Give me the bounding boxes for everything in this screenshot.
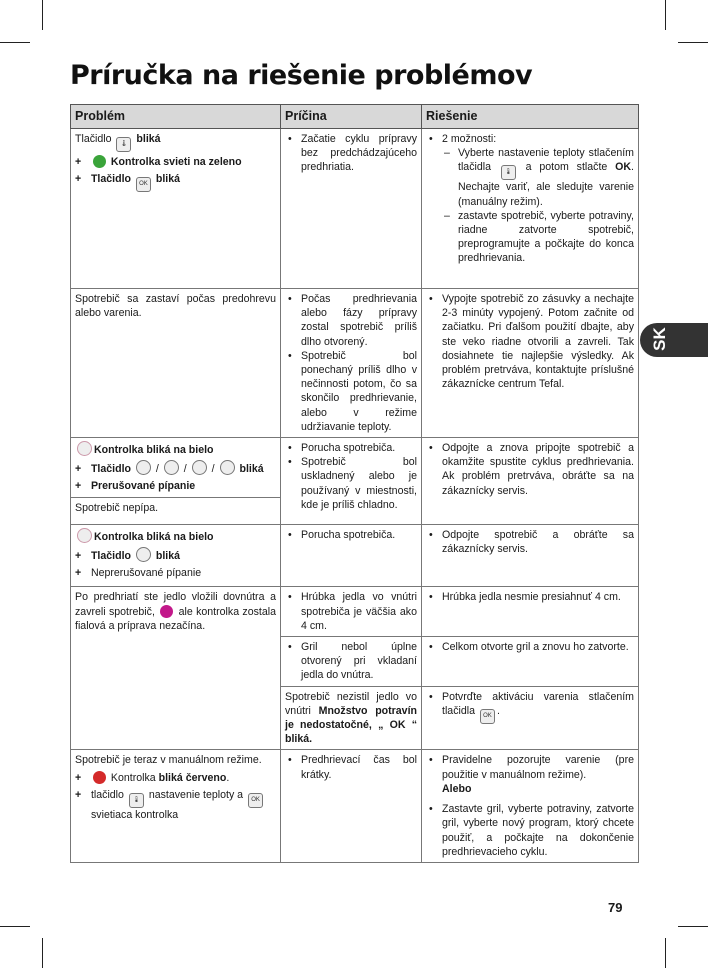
solution-cell [422,637,639,687]
cause-item: • Spotrebič bol uskladnený alebo je používaný v miestnosti, kde je príliš chladno. [285,455,417,512]
crop-mark [678,926,708,927]
language-tab [640,323,708,357]
program-icon [192,460,207,475]
solution-cell: • 2 možnosti: – Vyberte nastavenie teploty stlačením tlačidla 🌡 a potom stlačte OK. Nechajte variť, ale sledujte varenie (manuálny režim). – zastavte spotrebič, vyberte potraviny, riadne zatvorte spotrebič, preprogramujte a počkajte do konca predhrievania. [422,129,639,289]
cause-item: • Počas predhrievania alebo fázy prípravy zostal spotrebič príliš dlho otvorený. [285,292,417,349]
solution-item: • Pravidelne pozorujte varenie (pre použitie v manuálnom režime). Alebo [426,753,634,796]
solution-item: • Potvrďte aktiváciu varenia stlačením tlačidla OK . [426,690,634,724]
solution-option: – zastavte spotrebič, vyberte potraviny, riadne zatvorte spotrebič, preprogramujte a počkajte do konca predhrievania. [442,209,634,266]
solution-cell [422,587,639,637]
cause-cell [281,438,422,525]
table-header-row [71,105,639,129]
solution-cell [422,686,639,750]
problem-cell: Tlačidlo 🌡 bliká + Kontrolka svieti na zeleno + Tlačidlo OK bliká [71,129,281,289]
solution-item: • Vypojte spotrebič zo zásuvky a nechajte 2-3 minúty vypojený. Potom začnite od začiatku. Pri ďalšom použití dbajte, aby ste veko riadne otvorili a zavreli. Tak dosiahnete tie najlepšie výsledky. Ak problém pretrváva, kontaktujte príslušné zákaznícke centrum Tefal. [426,292,634,391]
solution-item: • Celkom otvorte gril a znovu ho zatvorte. [426,640,634,654]
crop-mark [0,926,30,927]
crop-mark [665,0,666,30]
red-light-icon [93,771,106,784]
solution-option: – Vyberte nastavenie teploty stlačením tlačidla 🌡 a potom stlačte OK. Nechajte variť, ale sledujte varenie (manuálny režim). [442,146,634,209]
status-light-icon [77,441,92,456]
cause-cell [281,289,422,438]
cause-cell [281,587,422,637]
cause-item: • Hrúbka jedla vo vnútri spotrebiča je väčšia ako 4 cm. [285,590,417,633]
cause-item: • Predhrievací čas bol krátky. [285,753,417,781]
cause-cell: Spotrebič nezistil jedlo vo vnútri Množstvo potravín je nedostatočné, „ OK “ bliká. [281,686,422,750]
solution-cell [422,289,639,438]
cause-item: • Porucha spotrebiča. [285,528,417,542]
solution-cell [422,524,639,587]
crop-mark [665,938,666,968]
solution-item: • Hrúbka jedla nesmie presiahnuť 4 cm. [426,590,634,604]
table-row [71,438,639,525]
problem-cell: Spotrebič je teraz v manuálnom režime. + Kontrolka bliká červeno. + tlačidlo 🌡 nastavenie teploty a OK svietiaca kontrolka [71,750,281,862]
program-icon [136,460,151,475]
program-icon [136,547,151,562]
ok-button-icon: OK [136,177,151,192]
problem-cell: Kontrolka bliká na bielo + Tlačidlo / / / bliká + Prerušované pípanie Spotrebič nepípa. [71,438,281,525]
cause-cell [281,637,422,687]
thermometer-icon: 🌡 [501,165,516,180]
table-row [71,587,639,637]
crop-mark [42,0,43,30]
cause-item: • Gril nebol úplne otvorený pri vkladaní jedla do vnútra. [285,640,417,683]
thermometer-icon: 🌡 [129,793,144,808]
thermometer-icon: 🌡 [116,137,131,152]
table-row [71,524,639,587]
table-row [71,750,639,862]
solution-item: • Odpojte spotrebič a obráťte sa zákaznícky servis. [426,528,634,556]
header-solution: Riešenie [422,105,639,129]
solution-cell [422,750,639,862]
language-tab-label: SK [649,327,669,351]
cause-item: • Začatie cyklu prípravy bez predchádzajúceho predhriatia. [285,132,417,175]
problem-cell: Spotrebič sa zastaví počas predohrevu alebo varenia. [71,289,281,438]
solution-item: • Odpojte a znova pripojte spotrebič a okamžite spustite cyklus predhrievania. Ak problém pretrváva, obráťte sa na zákaznícky servis. [426,441,634,498]
crop-mark [0,42,30,43]
program-icon [220,460,235,475]
status-light-icon [77,528,92,543]
problem-cell: Po predhriatí ste jedlo vložili dovnútra a zavreli spotrebič, ale kontrolka zostala fialová a príprava nezačína. [71,587,281,750]
solution-cell [422,438,639,525]
page-number: 79 [608,900,623,915]
cause-cell [281,524,422,587]
purple-light-icon [160,605,173,618]
ok-button-icon: OK [248,793,263,808]
header-problem: Problém [71,105,281,129]
crop-mark [42,938,43,968]
problem-cell: Kontrolka bliká na bielo + Tlačidlo bliká + Neprerušované pípanie [71,524,281,587]
program-icon [164,460,179,475]
ok-button-icon: OK [480,709,495,724]
cause-cell [281,750,422,862]
troubleshooting-table [70,104,639,863]
solution-item: • Zastavte gril, vyberte potraviny, zatvorte gril, vyberte nový program, ktorý chcete použiť, a počkajte na dokončenie predhrievacieho cyklu. [426,802,634,859]
cause-item: • Porucha spotrebiča. [285,441,417,455]
table-row [71,129,639,289]
cause-cell [281,129,422,289]
green-light-icon [93,155,106,168]
cause-item: • Spotrebič bol ponechaný príliš dlho v nečinnosti potom, čo sa skončilo predhrievanie, alebo v režime udržiavanie teploty. [285,349,417,434]
page-title: Príručka na riešenie problémov [70,60,533,91]
crop-mark [678,42,708,43]
table-row [71,289,639,438]
header-cause: Príčina [281,105,422,129]
